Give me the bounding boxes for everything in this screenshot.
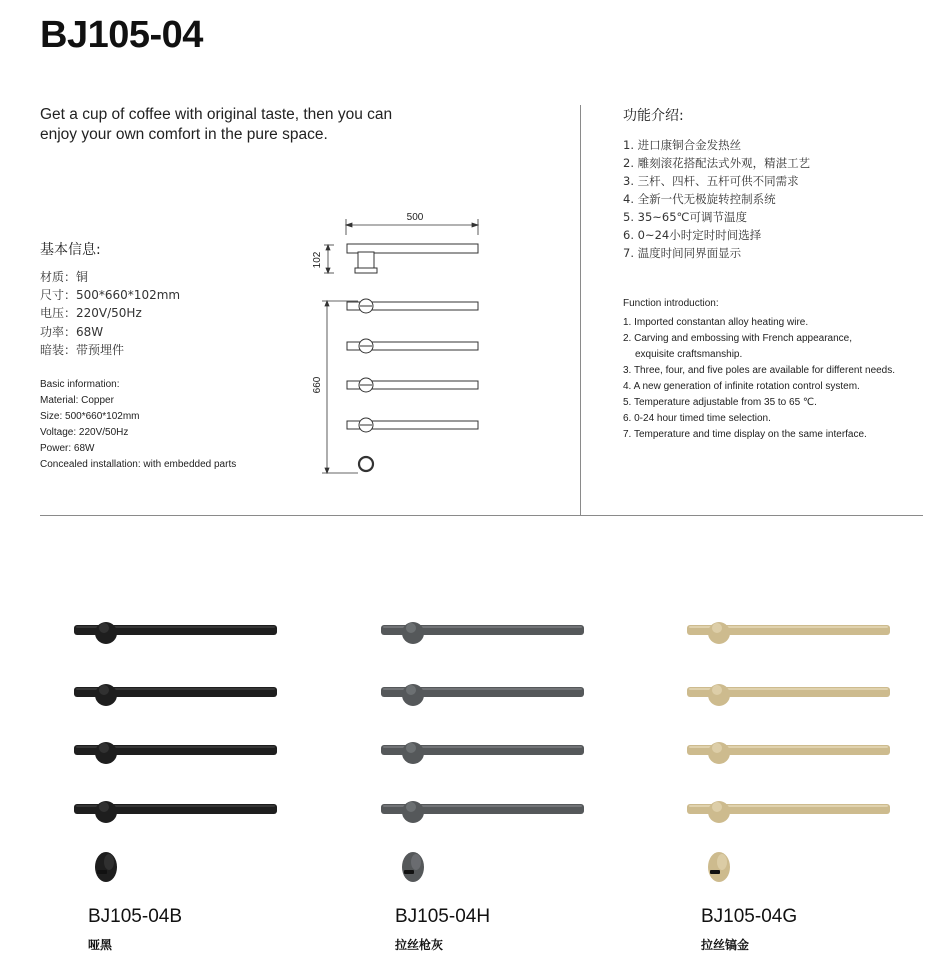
variant-gold bbox=[686, 600, 916, 960]
flange-highlight bbox=[99, 743, 109, 753]
spec-line: 材质：铜 bbox=[40, 270, 89, 284]
spec-line: Basic information: bbox=[40, 379, 120, 390]
function-item: 2. Carving and embossing with French appearance, bbox=[623, 333, 853, 344]
tagline: Get a cup of coffee with original taste, then you can enjoy your own comfort in the pure space. bbox=[40, 106, 393, 143]
variant-black bbox=[73, 600, 303, 960]
flange-highlight bbox=[712, 623, 722, 633]
function-heading-en: Function introduction: bbox=[623, 298, 719, 309]
function-item: 1. Imported constantan alloy heating wire. bbox=[623, 317, 809, 328]
depth-dimension bbox=[324, 245, 334, 273]
knob-display bbox=[97, 870, 107, 874]
towel-rack-image bbox=[380, 600, 610, 900]
height-label: 660 bbox=[312, 376, 323, 394]
function-item: 4. A new generation of infinite rotation control system. bbox=[623, 381, 860, 392]
spec-line: 暗装：带预埋件 bbox=[40, 342, 125, 357]
function-item: 7. 温度时间同界面显示 bbox=[623, 246, 742, 260]
horizontal-divider bbox=[40, 515, 923, 516]
dimension-drawing bbox=[300, 205, 490, 480]
knob-highlight bbox=[411, 854, 421, 870]
knob-display bbox=[710, 870, 720, 874]
function-item: 2. 雕刻滚花搭配法式外观，精湛工艺 bbox=[623, 156, 811, 170]
basic-info-cn bbox=[40, 268, 180, 359]
spec-line: Material: Copper bbox=[40, 395, 114, 406]
flange-highlight bbox=[406, 685, 416, 695]
function-item: 1. 进口康铜合金发热丝 bbox=[623, 138, 742, 152]
knob-display bbox=[404, 870, 414, 874]
spec-line: 功率：68W bbox=[40, 324, 104, 339]
basic-info-en bbox=[40, 377, 236, 473]
function-item: exquisite craftsmanship. bbox=[635, 349, 743, 360]
knob-highlight bbox=[104, 854, 114, 870]
spec-line: Size: 500*660*102mm bbox=[40, 411, 140, 422]
flange-highlight bbox=[712, 743, 722, 753]
flange-highlight bbox=[99, 623, 109, 633]
variant-code: BJ105-04B bbox=[88, 906, 183, 927]
side-view bbox=[347, 244, 478, 273]
depth-label: 102 bbox=[312, 251, 323, 269]
function-item: 4. 全新一代无极旋转控制系统 bbox=[623, 192, 776, 206]
flange-highlight bbox=[712, 685, 722, 695]
front-view bbox=[347, 299, 478, 471]
function-list-en bbox=[623, 315, 895, 443]
function-item: 5. Temperature adjustable from 35 to 65 ℃. bbox=[623, 397, 817, 408]
function-item: 6. 0~24小时定时时间选择 bbox=[623, 228, 762, 242]
towel-rack-image bbox=[73, 600, 303, 900]
page-title: BJ105-04 bbox=[40, 14, 203, 56]
function-item: 7. Temperature and time display on the same interface. bbox=[623, 429, 867, 440]
flange-highlight bbox=[712, 802, 722, 812]
towel-rack-image bbox=[686, 600, 916, 900]
spec-line: Power: 68W bbox=[40, 443, 95, 454]
width-label: 500 bbox=[406, 212, 424, 223]
basic-info-heading-cn: 基本信息: bbox=[40, 242, 101, 258]
variant-code: BJ105-04H bbox=[395, 906, 491, 927]
flange-highlight bbox=[406, 623, 416, 633]
function-list-cn bbox=[623, 136, 810, 262]
vertical-divider bbox=[580, 105, 581, 515]
flange-highlight bbox=[99, 802, 109, 812]
spec-line: Concealed installation: with embedded parts bbox=[40, 459, 237, 470]
function-heading-cn: 功能介绍: bbox=[623, 108, 684, 124]
flange-highlight bbox=[406, 802, 416, 812]
flange-highlight bbox=[406, 743, 416, 753]
function-item: 6. 0-24 hour timed time selection. bbox=[623, 413, 771, 424]
variant-finish: 拉丝枪灰 bbox=[395, 938, 444, 952]
flange-highlight bbox=[99, 685, 109, 695]
variant-finish: 哑黑 bbox=[88, 938, 113, 952]
function-item: 5. 35~65℃可调节温度 bbox=[623, 210, 747, 224]
knob-highlight bbox=[717, 854, 727, 870]
function-item: 3. Three, four, and five poles are available for different needs. bbox=[623, 365, 896, 376]
function-item: 3. 三杆、四杆、五杆可供不同需求 bbox=[623, 174, 799, 188]
spec-line: 电压：220V/50Hz bbox=[40, 306, 142, 321]
variant-code: BJ105-04G bbox=[701, 906, 798, 927]
variant-gunmetal bbox=[380, 600, 610, 960]
spec-line: Voltage: 220V/50Hz bbox=[40, 427, 129, 438]
spec-line: 尺寸：500*660*102mm bbox=[40, 288, 181, 303]
variant-finish: 拉丝镐金 bbox=[701, 938, 750, 952]
